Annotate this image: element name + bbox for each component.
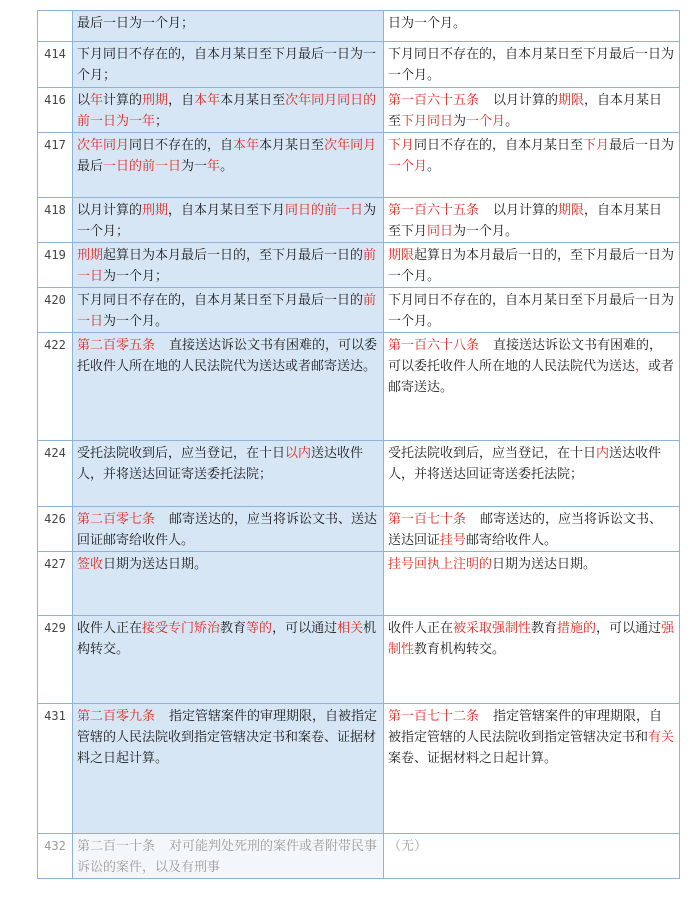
row-number: 427 [38, 552, 73, 616]
new-provision-cell [384, 704, 680, 834]
highlighted-text: 等的 [246, 621, 273, 636]
highlighted-text: 下月 [583, 138, 610, 153]
new-provision-cell [384, 616, 680, 704]
provision-text: 为一个月。 [103, 314, 169, 329]
highlighted-text: 签收 [77, 557, 104, 572]
highlighted-text: 接受专门矫治 [142, 621, 221, 636]
new-provision-cell [384, 834, 680, 879]
provision-text: 起算日为本月最后一日的，至下月最后一日为一个月。 [388, 248, 675, 284]
table-row [38, 133, 680, 198]
highlighted-text: 前一日 [77, 293, 377, 329]
provision-text: 教育机构转交。 [414, 642, 506, 657]
row-number [38, 11, 73, 42]
highlighted-text: 第一百七十二条 [388, 709, 480, 724]
provision-text: 第二百一十条 [77, 839, 156, 854]
provision-text: ，自本月某日至 [388, 93, 663, 129]
row-number: 420 [38, 288, 73, 333]
old-provision-cell [73, 441, 384, 507]
highlighted-text: 年 [207, 159, 221, 174]
provision-text: 邮寄给收件人。 [466, 533, 558, 548]
old-provision-cell [73, 616, 384, 704]
old-provision-cell [73, 333, 384, 441]
provision-text: 本月某日至 [259, 138, 325, 153]
highlighted-text: 同日的前一日 [285, 203, 364, 218]
provision-text: 收件人正在 [388, 621, 454, 636]
provision-text: 最后一日为一个月； [77, 16, 195, 31]
new-provision-cell [384, 42, 680, 88]
highlighted-text: 第二百零七条 [77, 512, 156, 527]
new-provision-cell [384, 288, 680, 333]
provision-text: ，自本月某日至下月 [388, 203, 663, 239]
table-row [38, 552, 680, 616]
provision-text: 下月同日不存在的，自本月某日至下月最后一日为一个月； [77, 47, 377, 83]
provision-text: 为一个月。 [453, 224, 519, 239]
highlighted-text: ， [635, 359, 649, 374]
provision-text: 最后一日为 [609, 138, 675, 153]
new-provision-cell [384, 243, 680, 288]
table-row [38, 834, 680, 879]
highlighted-text: 一个月 [466, 114, 506, 129]
table-row [38, 288, 680, 333]
highlighted-text: 下月 [388, 138, 415, 153]
provision-text: ，可以通过 [272, 621, 338, 636]
new-provision-cell [384, 133, 680, 198]
highlighted-text: 以内 [285, 446, 312, 461]
provision-text: （无） [388, 839, 428, 854]
provision-text: 案卷、证据材料之日起计算。 [388, 751, 558, 766]
highlighted-text: 期限 [558, 203, 585, 218]
provision-text: ； [155, 114, 169, 129]
provision-text: 日期为送达日期。 [103, 557, 208, 572]
provision-text: 邮寄送达的，应当将诉讼文书、送达回证邮寄给收件人。 [77, 512, 378, 548]
provision-text: 。 [220, 159, 234, 174]
provision-text: 机构转交。 [77, 621, 377, 657]
provision-text: 直接送达诉讼文书有困难的，可以委托收件人所在地的人民法院代为送达 [388, 338, 663, 374]
provision-text: 以月计算的 [77, 203, 143, 218]
provision-text: 同日不存在的，自 [129, 138, 234, 153]
highlighted-text: 刑期 [77, 248, 104, 263]
old-provision-cell [73, 288, 384, 333]
provision-text: 为 [453, 114, 467, 129]
highlighted-text: 一日的前一日 [103, 159, 182, 174]
highlighted-text: 挂号回执上注明的 [388, 557, 493, 572]
highlighted-text: 挂号 [440, 533, 467, 548]
old-provision-cell [73, 834, 384, 879]
row-number: 422 [38, 333, 73, 441]
provision-text: 下月同日不存在的，自本月某日至下月最后一日为一个月。 [388, 293, 675, 329]
provision-text: 送达收件人，并将送达回证寄送委托法院； [77, 446, 364, 482]
provision-text: 以月计算的 [493, 93, 559, 108]
provision-text: 教育 [531, 621, 558, 636]
highlighted-text: 被采取强制性 [453, 621, 532, 636]
table-row [38, 88, 680, 133]
highlighted-text: 期限 [558, 93, 585, 108]
highlighted-text: 次年同月同日的前一日为一年 [77, 93, 377, 129]
provision-text: 受托法院收到后，应当登记，在十日 [77, 446, 286, 461]
provision-text: 为一个月； [103, 269, 169, 284]
table-row [38, 333, 680, 441]
highlighted-text: 第一百七十条 [388, 512, 467, 527]
old-provision-cell [73, 704, 384, 834]
highlighted-text: 内 [596, 446, 610, 461]
new-provision-cell [384, 507, 680, 552]
provision-text: 教育 [220, 621, 247, 636]
table-row [38, 243, 680, 288]
highlighted-text: 有关 [648, 730, 675, 745]
highlighted-text: 第一百六十五条 [388, 93, 480, 108]
provision-text: 下月同日不存在的，自本月某日至下月最后一日的 [77, 293, 364, 308]
highlighted-text: 次年同月 [324, 138, 377, 153]
new-provision-cell [384, 88, 680, 133]
provision-text: 本月某日至 [220, 93, 286, 108]
provision-text: 为一 [181, 159, 208, 174]
table-row [38, 704, 680, 834]
highlighted-text: 下月同日 [401, 114, 454, 129]
provision-text: 。 [505, 114, 519, 129]
old-provision-cell [73, 11, 384, 42]
table-row [38, 507, 680, 552]
table-row [38, 11, 680, 42]
highlighted-text: 措施的 [557, 621, 597, 636]
provision-text: 指定管辖案件的审理期限，自被指定管辖的人民法院收到指定管辖决定书和案卷、证据材料之日起计算。 [77, 709, 378, 766]
old-provision-cell [73, 42, 384, 88]
highlighted-text: 本年 [194, 93, 221, 108]
provision-text: ，自本月某日至下月 [168, 203, 286, 218]
row-number: 426 [38, 507, 73, 552]
provision-text: 直接送达诉讼文书有困难的，可以委托收件人所在地的人民法院代为送达或者邮寄送达。 [77, 338, 378, 374]
old-provision-cell [73, 133, 384, 198]
provision-text: 。 [427, 159, 441, 174]
row-number: 418 [38, 198, 73, 243]
provision-text: 以 [77, 93, 91, 108]
provision-text: 以月计算的 [493, 203, 559, 218]
new-provision-cell [384, 441, 680, 507]
provision-text: 收件人正在 [77, 621, 143, 636]
row-number: 424 [38, 441, 73, 507]
new-provision-cell [384, 552, 680, 616]
provision-text: 为一个月； [77, 203, 377, 239]
highlighted-text: 第一百六十八条 [388, 338, 480, 353]
row-number: 429 [38, 616, 73, 704]
row-number: 419 [38, 243, 73, 288]
provision-text: 对可能判处死刑的案件或者附带民事诉讼的案件，以及有刑事 [77, 839, 378, 875]
highlighted-text: 第一百六十五条 [388, 203, 480, 218]
provision-text: 同日不存在的，自本月某日至 [414, 138, 584, 153]
new-provision-cell [384, 333, 680, 441]
provision-text: 指定管辖案件的审理期限，自被指定管辖的人民法院收到指定管辖决定书和 [388, 709, 663, 745]
provision-text: 最后 [77, 159, 104, 174]
highlighted-text: 本年 [233, 138, 260, 153]
new-provision-cell [384, 11, 680, 42]
comparison-table [37, 10, 680, 879]
new-provision-cell [384, 198, 680, 243]
table-row [38, 441, 680, 507]
old-provision-cell [73, 552, 384, 616]
provision-text: 下月同日不存在的，自本月某日至下月最后一日为一个月。 [388, 47, 675, 83]
row-number: 432 [38, 834, 73, 879]
provision-text: 送达收件人，并将送达回证寄送委托法院； [388, 446, 662, 482]
table-row [38, 616, 680, 704]
highlighted-text: 第二百零九条 [77, 709, 156, 724]
row-number: 417 [38, 133, 73, 198]
provision-text: 起算日为本月最后一日的，至下月最后一日的 [103, 248, 364, 263]
highlighted-text: 第二百零五条 [77, 338, 156, 353]
old-provision-cell [73, 507, 384, 552]
highlighted-text: 前一日 [77, 248, 377, 284]
provision-text: ，可以通过 [596, 621, 662, 636]
highlighted-text: 一个月 [388, 159, 428, 174]
old-provision-cell [73, 243, 384, 288]
provision-text: 邮寄送达的，应当将诉讼文书、送达回证 [388, 512, 663, 548]
row-number: 414 [38, 42, 73, 88]
row-number: 416 [38, 88, 73, 133]
highlighted-text: 相关 [337, 621, 364, 636]
row-number: 431 [38, 704, 73, 834]
provision-text: 日期为送达日期。 [492, 557, 597, 572]
highlighted-text: 年 [90, 93, 104, 108]
provision-text: 计算的 [103, 93, 143, 108]
table-row [38, 198, 680, 243]
old-provision-cell [73, 198, 384, 243]
highlighted-text: 同日 [427, 224, 454, 239]
highlighted-text: 刑期 [142, 93, 169, 108]
provision-text: ，自 [168, 93, 195, 108]
highlighted-text: 次年同月 [77, 138, 130, 153]
highlighted-text: 刑期 [142, 203, 169, 218]
highlighted-text: 期限 [388, 248, 415, 263]
provision-text: 或者邮寄送达。 [388, 359, 675, 395]
provision-text: 受托法院收到后，应当登记，在十日 [388, 446, 597, 461]
provision-text: 日为一个月。 [388, 16, 467, 31]
table-row [38, 42, 680, 88]
highlighted-text: 强制性 [388, 621, 675, 657]
old-provision-cell [73, 88, 384, 133]
